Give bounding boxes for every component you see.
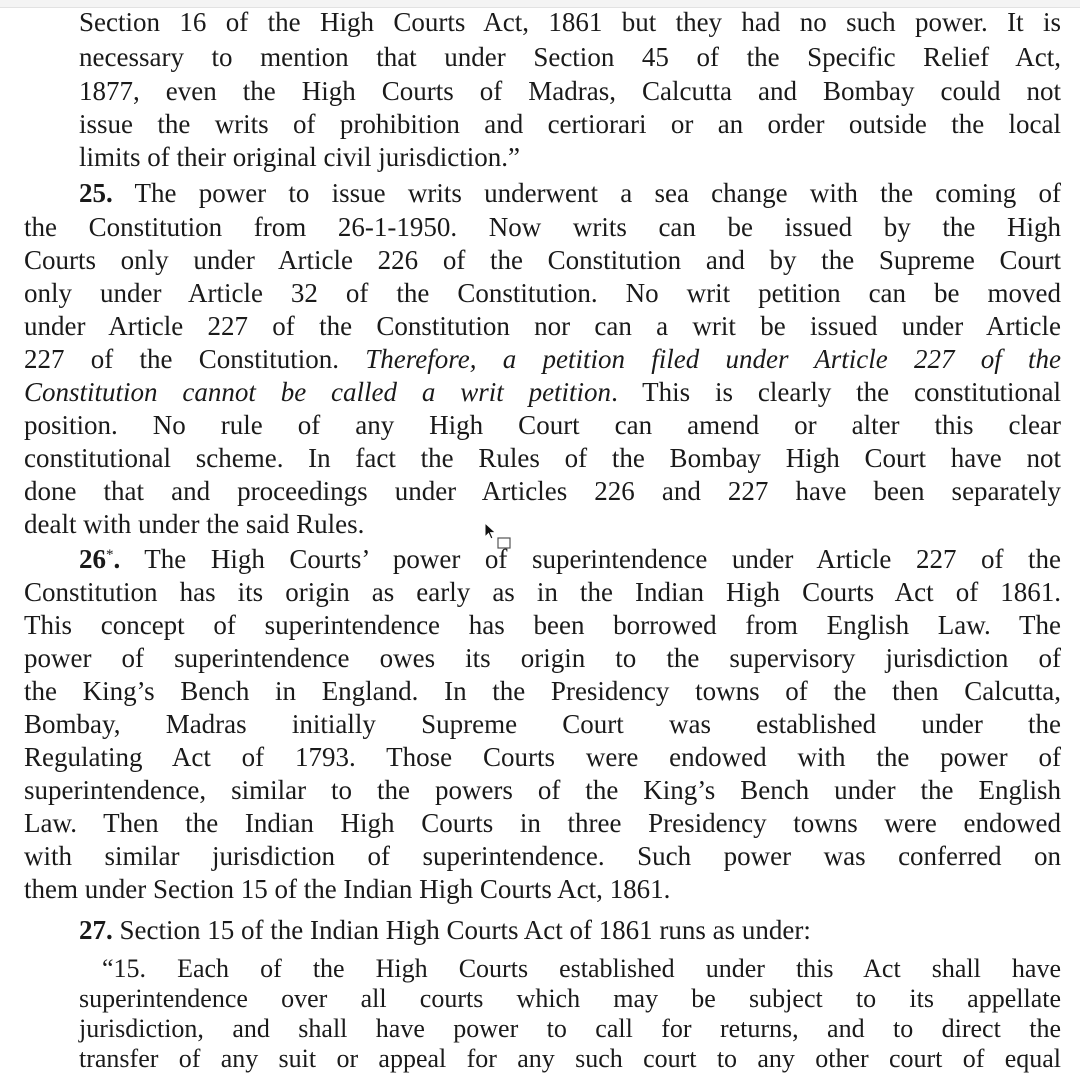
text-line: This concept of superintendence has been borrowed from English Law. The [24,610,1061,640]
italic-emphasis: Constitution cannot be called a writ petition [24,377,612,407]
footnote-marker[interactable]: * [106,547,114,563]
text-line: dealt with under the said Rules. [24,509,365,539]
text-line: the Constitution from 26-1-1950. Now writs can be issued by the High [24,212,1061,242]
text-line: issue the writs of prohibition and certiorari or an order outside the local [79,109,1061,139]
quoted-statute-line: “15. Each of the High Courts established under this Act shall have [102,954,1061,983]
text-line: done that and proceedings under Articles 226 and 227 have been separately [24,476,1061,506]
text-line: Constitution cannot be called a writ petition. This is clearly the constitutional [24,377,1061,407]
text-line: them under Section 15 of the Indian High Courts Act, 1861. [24,874,671,904]
paragraph-number: 25. [79,178,113,208]
text-line: Regulating Act of 1793. Those Courts were endowed with the power of [24,742,1061,772]
paragraph-number: 27. [79,915,113,945]
text-line: Courts only under Article 226 of the Constitution and by the Supreme Court [24,245,1061,275]
mouse-cursor-icon [484,522,514,552]
text-line: power of superintendence owes its origin to the supervisory jurisdiction of [24,643,1061,673]
paragraph-25-first-line: 25. The power to issue writs underwent a sea change with the coming of [79,178,1061,208]
paragraph-26-first-line: 26*. The High Courts’ power of superintendence under Article 227 of the [79,544,1061,574]
text-line: Constitution has its origin as early as in the Indian High Courts Act of 1861. [24,577,1061,607]
text-line: Law. Then the Indian High Courts in three Presidency towns were endowed [24,808,1061,838]
text-line: constitutional scheme. In fact the Rules of the Bombay High Court have not [24,443,1061,473]
text-line: with similar jurisdiction of superintendence. Such power was conferred on [24,841,1061,871]
quoted-statute-line: jurisdiction, and shall have power to call for returns, and to direct the [79,1014,1061,1043]
text-line: superintendence, similar to the powers of the King’s Bench under the English [24,775,1061,805]
paragraph-number: 26 [79,544,106,574]
text-line: Section 16 of the High Courts Act, 1861 but they had no such power. It is [79,7,1061,37]
paragraph-27-first-line: 27. Section 15 of the Indian High Courts Act of 1861 runs as under: [79,915,811,945]
quoted-statute-line: transfer of any suit or appeal for any such court to any other court of equal [79,1044,1061,1073]
text-line: only under Article 32 of the Constitution. No writ petition can be moved [24,278,1061,308]
quoted-statute-line: superintendence over all courts which may be subject to its appellate [79,984,1061,1013]
text-line: limits of their original civil jurisdiction.” [79,142,520,172]
text-line: 1877, even the High Courts of Madras, Calcutta and Bombay could not [79,76,1061,106]
italic-emphasis: Therefore, a petition filed under Article 227 of the [365,344,1062,374]
text-line: the King’s Bench in England. In the Presidency towns of the then Calcutta, [24,676,1061,706]
text-line: under Article 227 of the Constitution nor can a writ be issued under Article [24,311,1061,341]
text-line: necessary to mention that under Section 45 of the Specific Relief Act, [79,42,1061,72]
text-line: Bombay, Madras initially Supreme Court was established under the [24,709,1061,739]
text-line: position. No rule of any High Court can amend or alter this clear [24,410,1061,440]
text-line: 227 of the Constitution. Therefore, a petition filed under Article 227 of the [24,344,1062,374]
